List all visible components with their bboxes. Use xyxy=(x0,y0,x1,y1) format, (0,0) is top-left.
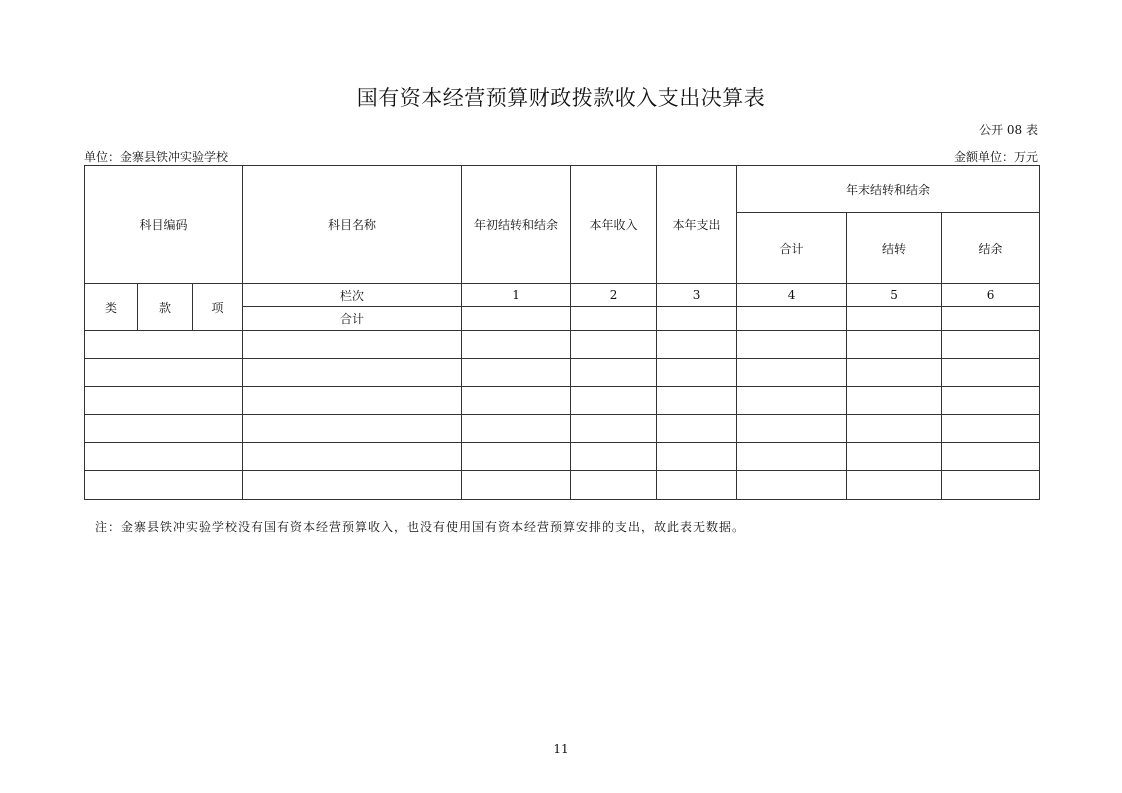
column-index-1: 1 xyxy=(462,284,571,307)
table-cell xyxy=(737,307,847,331)
table-cell xyxy=(847,331,942,359)
table-cell xyxy=(571,443,657,471)
table-cell xyxy=(942,387,1040,415)
table-cell xyxy=(657,359,737,387)
table-cell xyxy=(942,443,1040,471)
header-begin-balance: 年初结转和结余 xyxy=(462,166,571,284)
table-cell xyxy=(657,415,737,443)
table-cell xyxy=(85,443,243,471)
page-number: 11 xyxy=(553,742,569,756)
table-cell xyxy=(571,387,657,415)
table-row xyxy=(85,415,1040,443)
table-cell xyxy=(942,359,1040,387)
header-end-balance: 年末结转和结余 xyxy=(737,166,1040,213)
table-cell xyxy=(462,359,571,387)
column-index-6: 6 xyxy=(942,284,1040,307)
table-cell xyxy=(737,471,847,500)
table-cell xyxy=(85,471,243,500)
table-cell xyxy=(243,331,462,359)
total-row-label: 合计 xyxy=(243,307,462,331)
table-cell xyxy=(737,331,847,359)
header-class: 类 xyxy=(85,284,138,331)
table-cell xyxy=(243,359,462,387)
header-section: 款 xyxy=(138,284,193,331)
table-cell xyxy=(737,359,847,387)
header-expense: 本年支出 xyxy=(657,166,737,284)
table-cell xyxy=(737,387,847,415)
table-note: 注：金寨县铁冲实验学校没有国有资本经营预算收入，也没有使用国有资本经营预算安排的支出，故此表无数据。 xyxy=(95,520,746,534)
table-cell xyxy=(85,387,243,415)
table-cell xyxy=(942,471,1040,500)
table-cell xyxy=(657,307,737,331)
table-cell xyxy=(657,471,737,500)
amount-unit-label: 金额单位：万元 xyxy=(953,150,1038,164)
table-cell xyxy=(942,415,1040,443)
table-cell xyxy=(85,359,243,387)
table-cell xyxy=(243,387,462,415)
header-code: 科目编码 xyxy=(85,166,243,284)
table-cell xyxy=(571,359,657,387)
table-cell xyxy=(243,415,462,443)
table-cell xyxy=(847,415,942,443)
table-row xyxy=(85,331,1040,359)
table-cell xyxy=(657,387,737,415)
header-name: 科目名称 xyxy=(243,166,462,284)
header-item: 项 xyxy=(193,284,243,331)
table-cell xyxy=(847,443,942,471)
table-cell xyxy=(462,443,571,471)
table-cell xyxy=(847,307,942,331)
budget-table xyxy=(84,165,1040,500)
table-cell xyxy=(942,307,1040,331)
table-cell xyxy=(85,331,243,359)
table-cell xyxy=(462,471,571,500)
page-title: 国有资本经营预算财政拨款收入支出决算表 xyxy=(356,86,766,110)
column-index-4: 4 xyxy=(737,284,847,307)
table-cell xyxy=(571,331,657,359)
table-row xyxy=(85,387,1040,415)
table-row xyxy=(85,443,1040,471)
table-cell xyxy=(847,387,942,415)
header-end-carryover: 结转 xyxy=(847,213,942,284)
table-cell xyxy=(571,471,657,500)
table-cell xyxy=(243,471,462,500)
unit-label: 单位：金寨县铁冲实验学校 xyxy=(84,150,229,164)
table-cell xyxy=(571,415,657,443)
form-number: 公开 08 表 xyxy=(979,123,1038,137)
table-cell xyxy=(462,387,571,415)
table-row xyxy=(85,471,1040,500)
table-row xyxy=(85,359,1040,387)
table-cell xyxy=(85,415,243,443)
table-cell xyxy=(243,443,462,471)
table-cell xyxy=(657,331,737,359)
table-cell xyxy=(657,443,737,471)
table-cell xyxy=(462,415,571,443)
table-cell xyxy=(737,443,847,471)
column-index-2: 2 xyxy=(571,284,657,307)
table-cell xyxy=(847,471,942,500)
table-cell xyxy=(462,331,571,359)
column-index-5: 5 xyxy=(847,284,942,307)
table-cell xyxy=(942,331,1040,359)
header-end-surplus: 结余 xyxy=(942,213,1040,284)
column-index-label: 栏次 xyxy=(243,284,462,307)
column-index-3: 3 xyxy=(657,284,737,307)
table-cell xyxy=(571,307,657,331)
header-income: 本年收入 xyxy=(571,166,657,284)
table-cell xyxy=(737,415,847,443)
header-end-total: 合计 xyxy=(737,213,847,284)
table-cell xyxy=(847,359,942,387)
table-cell xyxy=(462,307,571,331)
